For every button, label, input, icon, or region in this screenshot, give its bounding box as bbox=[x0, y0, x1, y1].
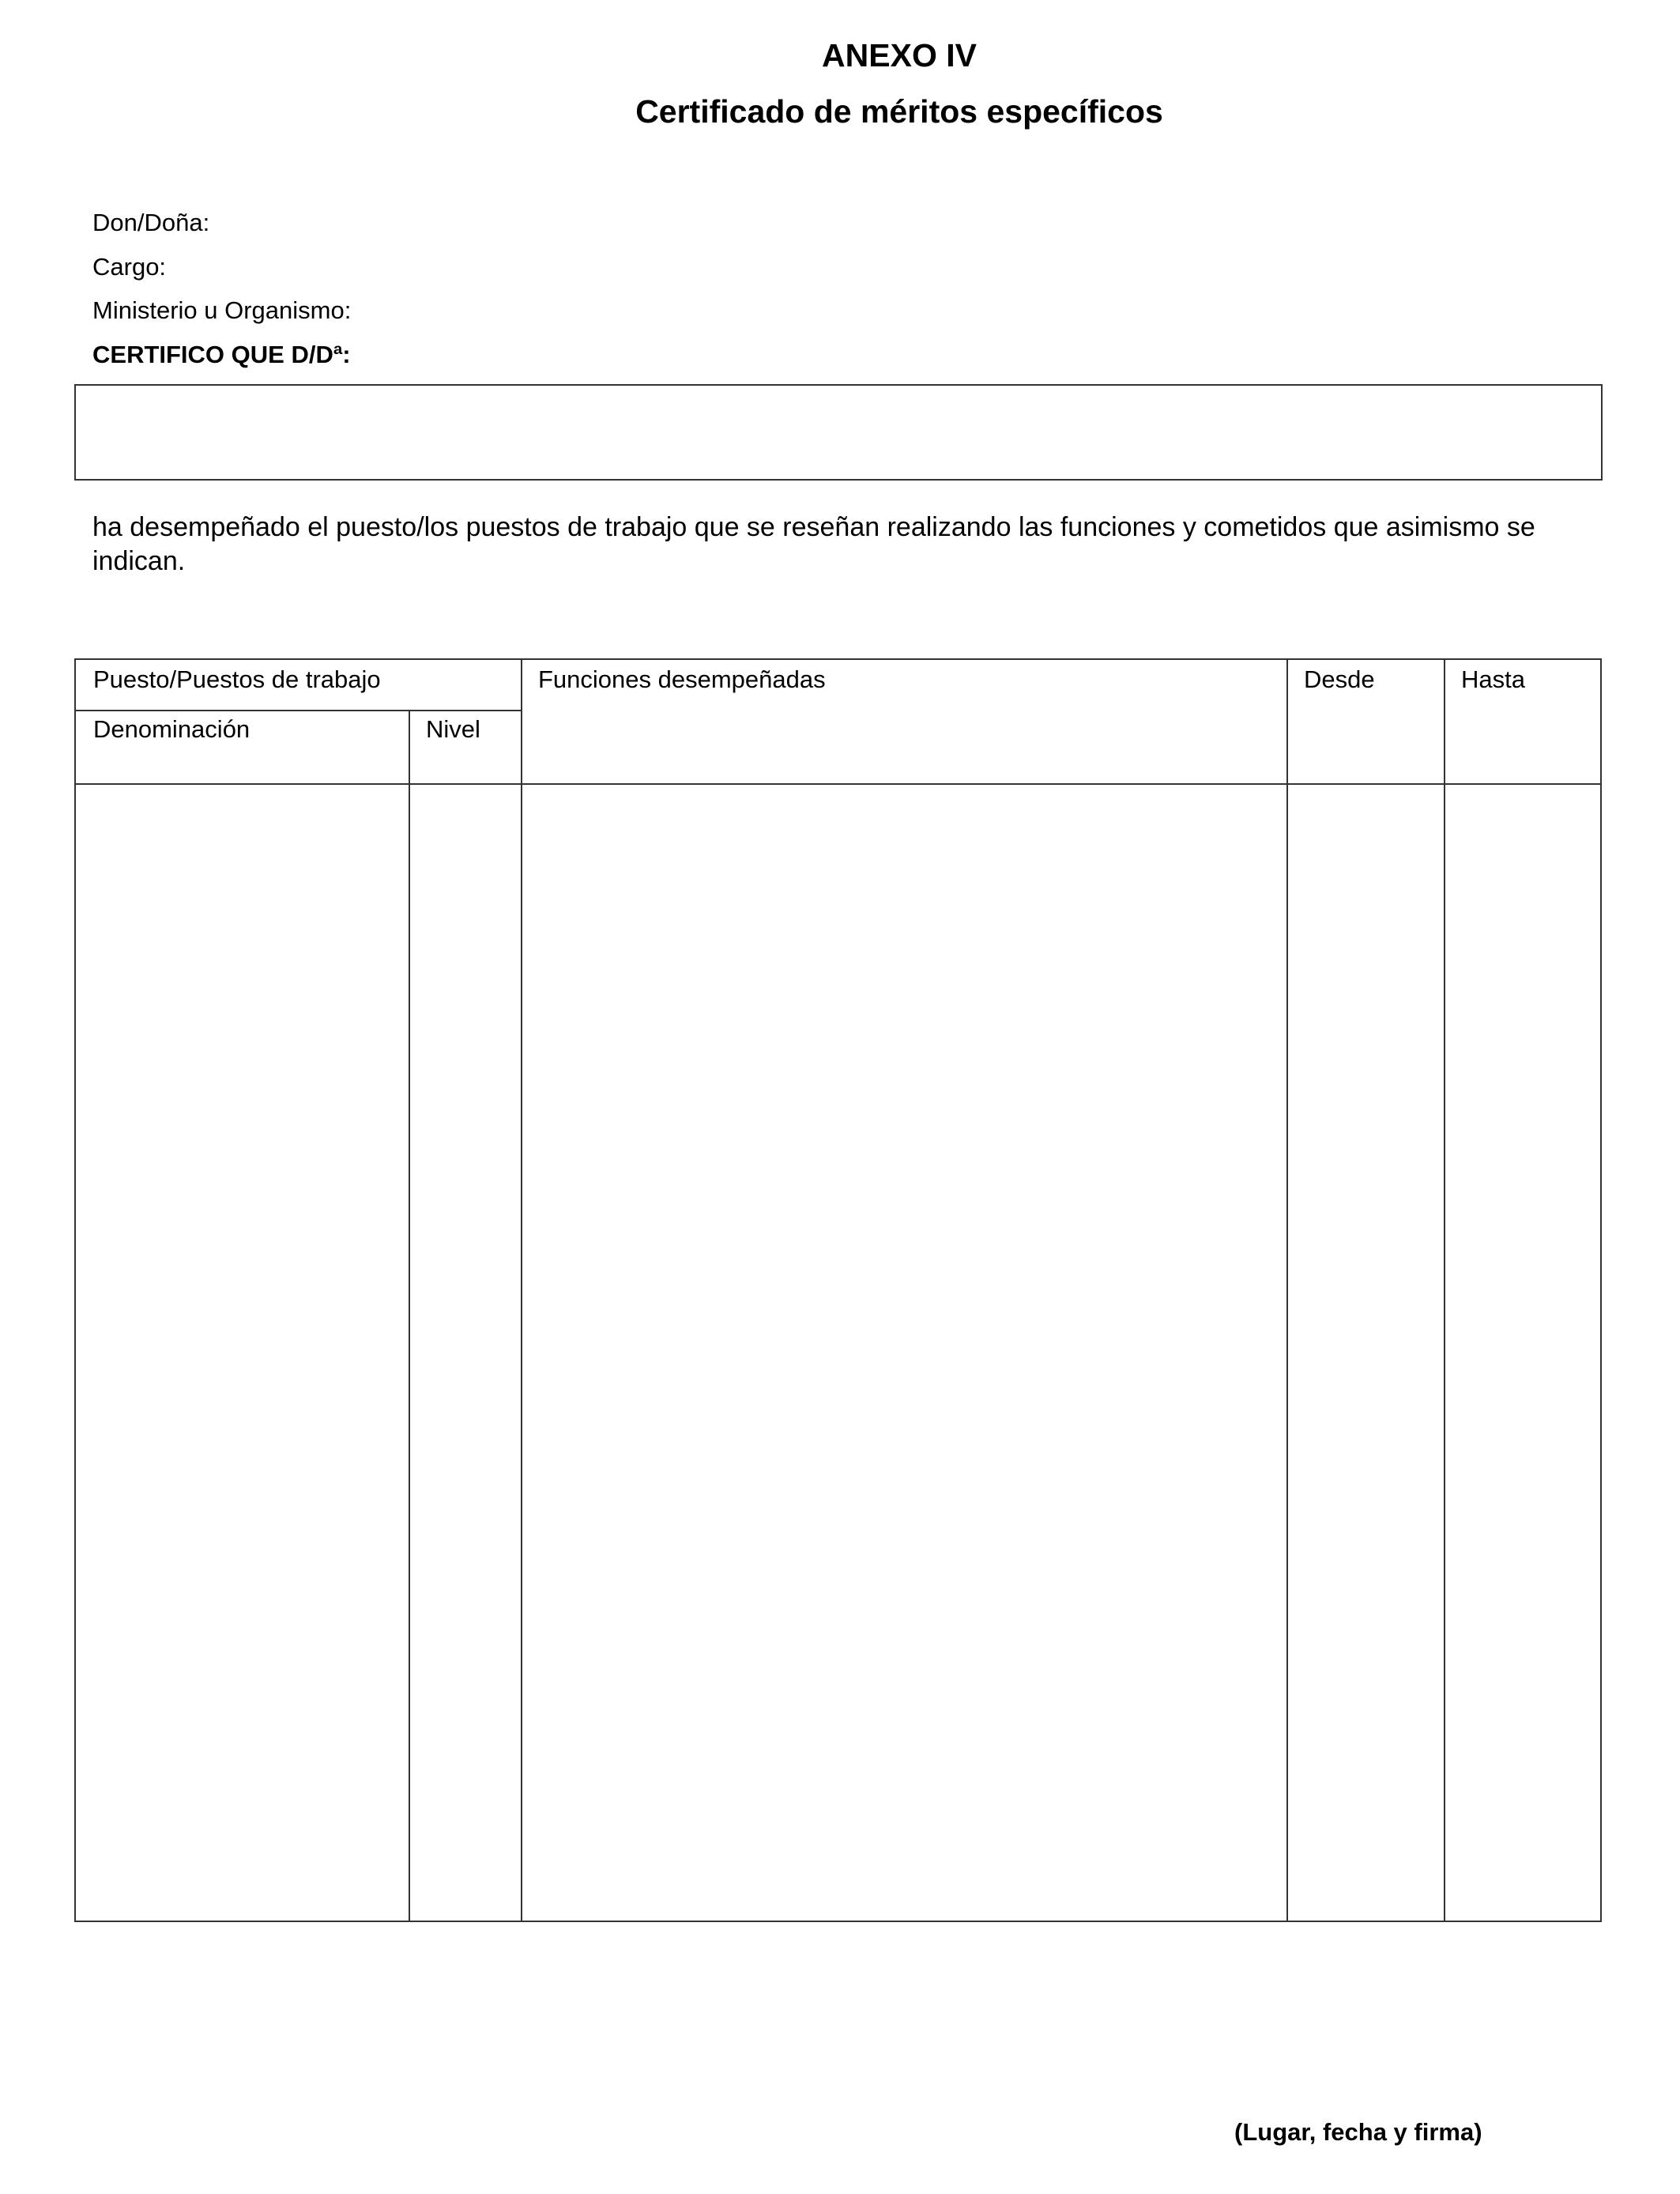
header-hasta: Hasta bbox=[1461, 665, 1525, 693]
cell-hasta[interactable] bbox=[1445, 785, 1600, 1921]
cell-funciones[interactable] bbox=[522, 785, 1286, 1921]
cell-desde[interactable] bbox=[1288, 785, 1444, 1921]
certified-person-box[interactable] bbox=[74, 384, 1603, 481]
statement-text: ha desempeñado el puesto/los puestos de trabajo que se reseñan realizando las funciones y cometidos que asimismo se indican. bbox=[92, 512, 1535, 576]
certifico-label: CERTIFICO QUE D/Dª: bbox=[92, 341, 351, 368]
cell-nivel[interactable] bbox=[410, 785, 521, 1921]
header-denominacion: Denominación bbox=[93, 715, 250, 743]
cell-denominacion[interactable] bbox=[76, 785, 409, 1921]
signature-caption: (Lugar, fecha y firma) bbox=[1234, 2118, 1482, 2146]
don-dona-label: Don/Doña: bbox=[92, 209, 210, 236]
document-title: Certificado de méritos específicos bbox=[635, 93, 1163, 130]
ministerio-label: Ministerio u Organismo: bbox=[92, 296, 352, 324]
annex-heading: ANEXO IV bbox=[822, 37, 977, 74]
header-desde: Desde bbox=[1304, 665, 1375, 693]
subheader-divider bbox=[76, 710, 522, 711]
header-puestos: Puesto/Puestos de trabajo bbox=[93, 665, 381, 693]
positions-table bbox=[74, 658, 1602, 1922]
cargo-label: Cargo: bbox=[92, 253, 167, 281]
header-funciones: Funciones desempeñadas bbox=[538, 665, 826, 693]
header-nivel: Nivel bbox=[426, 715, 480, 743]
